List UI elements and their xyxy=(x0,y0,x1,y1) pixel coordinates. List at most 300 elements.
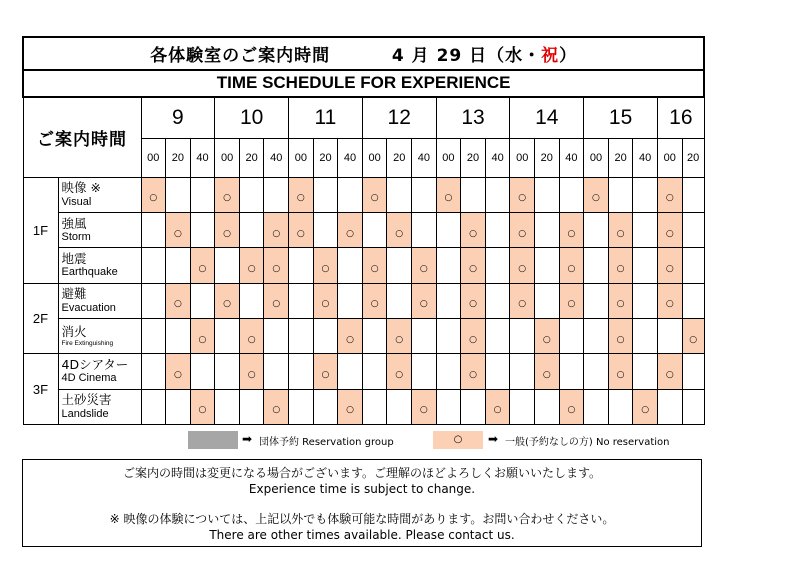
slot-empty xyxy=(657,389,682,424)
slot-empty xyxy=(166,177,191,212)
hour-header: 10 xyxy=(215,97,289,139)
available-mark: ○ xyxy=(346,334,354,345)
slot-available xyxy=(657,248,682,283)
slot-available xyxy=(338,389,363,424)
available-mark: ○ xyxy=(419,299,428,310)
schedule-row xyxy=(23,177,704,212)
available-mark: ○ xyxy=(469,228,477,239)
schedule-row xyxy=(23,389,704,424)
slot-available xyxy=(338,319,363,354)
hour-header: 15 xyxy=(584,97,658,139)
slot-empty xyxy=(387,177,412,212)
slot-empty xyxy=(313,213,338,248)
available-mark: ○ xyxy=(542,369,551,380)
slot-available xyxy=(485,389,510,424)
slot-empty xyxy=(412,213,437,248)
slot-available xyxy=(436,177,461,212)
slot-available xyxy=(289,177,314,212)
slot-empty xyxy=(535,389,560,424)
minute-header: 00 xyxy=(436,139,461,177)
slot-empty xyxy=(387,248,412,283)
slot-available xyxy=(387,319,412,354)
slot-empty xyxy=(510,354,535,389)
note-line-2: Experience time is subject to change. xyxy=(248,482,476,496)
minute-header: 40 xyxy=(559,139,584,177)
slot-empty xyxy=(141,248,166,283)
minute-header: 20 xyxy=(535,139,560,177)
slot-empty xyxy=(289,319,314,354)
slot-empty xyxy=(682,248,704,283)
slot-empty xyxy=(535,177,560,212)
slot-available xyxy=(559,213,584,248)
slot-available xyxy=(682,319,704,354)
available-mark: ○ xyxy=(469,299,477,310)
slot-empty xyxy=(436,283,461,318)
available-mark: ○ xyxy=(616,299,625,310)
slot-available xyxy=(166,213,191,248)
slot-empty xyxy=(657,319,682,354)
experience-name-en: 4D Cinema xyxy=(61,372,117,385)
schedule-row xyxy=(23,354,704,389)
available-mark: ○ xyxy=(518,299,527,310)
slot-empty xyxy=(313,389,338,424)
slot-empty xyxy=(338,354,363,389)
slot-empty xyxy=(313,319,338,354)
slot-available xyxy=(584,177,609,212)
available-mark: ○ xyxy=(567,299,576,310)
slot-empty xyxy=(633,248,658,283)
slot-empty xyxy=(412,319,437,354)
available-mark: ○ xyxy=(272,405,281,416)
experience-name-en: Earthquake xyxy=(61,266,118,279)
minute-header: 40 xyxy=(485,139,510,177)
minute-header: 20 xyxy=(608,139,633,177)
slot-empty xyxy=(485,354,510,389)
legend-general-arrow-icon: ➡ xyxy=(488,432,499,446)
slot-empty xyxy=(682,283,704,318)
slot-empty xyxy=(264,319,289,354)
slot-empty xyxy=(166,319,191,354)
slot-empty xyxy=(190,177,215,212)
available-mark: ○ xyxy=(567,405,576,416)
available-mark: ○ xyxy=(616,334,625,345)
available-mark: ○ xyxy=(223,228,231,239)
slot-empty xyxy=(289,389,314,424)
hour-header: 12 xyxy=(362,97,436,139)
slot-available xyxy=(141,177,166,212)
minute-header: 40 xyxy=(264,139,289,177)
available-mark: ○ xyxy=(567,228,576,239)
slot-empty xyxy=(215,389,240,424)
slot-empty xyxy=(584,354,609,389)
slot-empty xyxy=(239,389,264,424)
available-mark: ○ xyxy=(469,264,477,275)
slot-available xyxy=(461,319,486,354)
legend-group-label: 団体予約 Reservation group xyxy=(259,437,394,448)
notes-box xyxy=(22,459,702,547)
hour-header: 11 xyxy=(289,97,363,139)
available-mark: ○ xyxy=(321,369,330,380)
slot-empty xyxy=(362,354,387,389)
minute-header: 20 xyxy=(313,139,338,177)
slot-empty xyxy=(461,177,486,212)
slot-empty xyxy=(215,319,240,354)
available-mark: ○ xyxy=(272,228,281,239)
available-mark: ○ xyxy=(444,193,453,204)
available-mark: ○ xyxy=(173,299,182,310)
available-mark: ○ xyxy=(395,334,404,345)
experience-name-en: Evacuation xyxy=(61,301,116,314)
slot-available xyxy=(510,248,535,283)
minute-header: 20 xyxy=(461,139,486,177)
available-mark: ○ xyxy=(272,299,281,310)
slot-available xyxy=(608,248,633,283)
minute-header: 20 xyxy=(239,139,264,177)
slot-available xyxy=(264,248,289,283)
minute-header: 00 xyxy=(289,139,314,177)
experience-name xyxy=(58,177,141,212)
slot-empty xyxy=(633,213,658,248)
minute-header: 40 xyxy=(633,139,658,177)
available-mark: ○ xyxy=(616,369,625,380)
slot-empty xyxy=(190,213,215,248)
slot-available xyxy=(215,283,240,318)
available-mark: ○ xyxy=(247,264,256,275)
note-line-3: ※ 映像の体験については、上記以外でも体験可能な時間があります。お問い合わせください。 xyxy=(109,512,615,526)
experience-name xyxy=(58,283,141,318)
slot-empty xyxy=(485,319,510,354)
slot-available xyxy=(215,213,240,248)
available-mark: ○ xyxy=(567,264,576,275)
slot-empty xyxy=(387,389,412,424)
slot-empty xyxy=(362,319,387,354)
slot-available xyxy=(412,248,437,283)
slot-empty xyxy=(412,354,437,389)
slot-available xyxy=(608,319,633,354)
legend-general-swatch xyxy=(433,431,483,449)
available-mark: ○ xyxy=(198,264,207,275)
experience-name-en: Landslide xyxy=(61,407,109,420)
available-mark: ○ xyxy=(592,193,600,204)
slot-available xyxy=(215,177,240,212)
slot-empty xyxy=(485,177,510,212)
experience-name xyxy=(58,354,141,389)
slot-empty xyxy=(436,213,461,248)
slot-empty xyxy=(338,248,363,283)
available-mark: ○ xyxy=(247,369,256,380)
slot-empty xyxy=(535,248,560,283)
available-mark: ○ xyxy=(518,228,527,239)
available-mark: ○ xyxy=(542,334,551,345)
slot-available xyxy=(264,283,289,318)
slot-empty xyxy=(338,283,363,318)
available-mark: ○ xyxy=(665,299,674,310)
slot-available xyxy=(362,283,387,318)
legend-general-label: 一般(予約なしの方) No reservation xyxy=(505,437,670,448)
minute-header: 20 xyxy=(682,139,704,177)
available-mark: ○ xyxy=(223,299,231,310)
experience-name xyxy=(58,213,141,248)
schedule-subtitle: TIME SCHEDULE FOR EXPERIENCE xyxy=(23,70,704,96)
slot-empty xyxy=(461,389,486,424)
available-mark: ○ xyxy=(469,369,477,380)
schedule-row xyxy=(23,248,704,283)
slot-empty xyxy=(190,283,215,318)
slot-available xyxy=(362,248,387,283)
slot-empty xyxy=(362,213,387,248)
slot-empty xyxy=(313,177,338,212)
slot-empty xyxy=(215,354,240,389)
slot-empty xyxy=(535,283,560,318)
slot-empty xyxy=(166,389,191,424)
slot-empty xyxy=(682,389,704,424)
available-mark: ○ xyxy=(665,193,674,204)
slot-empty xyxy=(633,319,658,354)
slot-empty xyxy=(141,319,166,354)
experience-name xyxy=(58,319,141,354)
note-line-1: ご案内の時間は変更になる場合がございます。ご理解のほどよろしくお願いいたします。 xyxy=(122,466,602,480)
slot-available xyxy=(535,354,560,389)
title-close: ） xyxy=(559,46,578,67)
available-mark: ○ xyxy=(198,405,207,416)
available-mark: ○ xyxy=(296,228,305,239)
available-mark: ○ xyxy=(641,405,650,416)
minute-header: 00 xyxy=(215,139,240,177)
minute-header: 00 xyxy=(510,139,535,177)
available-mark: ○ xyxy=(370,264,379,275)
available-mark: ○ xyxy=(689,334,698,345)
legend-group-arrow-icon: ➡ xyxy=(242,432,253,446)
slot-empty xyxy=(215,248,240,283)
slot-empty xyxy=(264,177,289,212)
minute-header: 40 xyxy=(338,139,363,177)
slot-available xyxy=(264,213,289,248)
experience-name-ja: 避難 xyxy=(61,286,87,302)
slot-available xyxy=(559,283,584,318)
available-mark: ○ xyxy=(198,334,207,345)
note-line-4: There are other times available. Please contact us. xyxy=(209,528,515,542)
slot-empty xyxy=(608,177,633,212)
slot-empty xyxy=(510,319,535,354)
minute-header: 00 xyxy=(657,139,682,177)
available-mark: ○ xyxy=(665,228,674,239)
schedule-row xyxy=(23,283,704,318)
slot-available xyxy=(608,354,633,389)
slot-empty xyxy=(633,283,658,318)
slot-available xyxy=(608,283,633,318)
minute-header: 40 xyxy=(412,139,437,177)
slot-empty xyxy=(141,213,166,248)
available-mark: ○ xyxy=(272,264,281,275)
slot-empty xyxy=(264,354,289,389)
available-mark: ○ xyxy=(616,228,625,239)
experience-name-ja: 強風 xyxy=(61,215,87,231)
experience-name-en: Storm xyxy=(61,231,91,244)
available-mark: ○ xyxy=(173,228,182,239)
minute-header: 00 xyxy=(584,139,609,177)
minute-header: 40 xyxy=(190,139,215,177)
available-mark: ○ xyxy=(395,369,404,380)
slot-empty xyxy=(485,248,510,283)
slot-available xyxy=(338,213,363,248)
slot-empty xyxy=(559,319,584,354)
slot-available xyxy=(239,354,264,389)
schedule-title xyxy=(23,37,704,70)
slot-available xyxy=(190,389,215,424)
slot-available xyxy=(166,283,191,318)
slot-available xyxy=(461,283,486,318)
slot-available xyxy=(461,248,486,283)
slot-empty xyxy=(141,283,166,318)
minute-header: 20 xyxy=(387,139,412,177)
available-mark: ○ xyxy=(370,193,379,204)
slot-empty xyxy=(584,248,609,283)
minute-header: 20 xyxy=(166,139,191,177)
floor-label: 1F xyxy=(23,177,58,283)
slot-empty xyxy=(387,283,412,318)
slot-empty xyxy=(485,213,510,248)
slot-available xyxy=(289,213,314,248)
available-mark: ○ xyxy=(321,299,330,310)
experience-name-ja: 4Dシアター xyxy=(61,356,129,372)
experience-name-ja: 土砂災害 xyxy=(61,392,112,408)
slot-empty xyxy=(682,354,704,389)
floor-label: 3F xyxy=(23,354,58,425)
experience-name-en: Fire Extinguishing xyxy=(61,339,114,347)
hour-header: 16 xyxy=(657,97,704,139)
slot-empty xyxy=(436,354,461,389)
slot-empty xyxy=(436,319,461,354)
available-mark: ○ xyxy=(223,193,231,204)
slot-empty xyxy=(436,248,461,283)
experience-name xyxy=(58,389,141,424)
slot-available xyxy=(313,248,338,283)
available-mark: ○ xyxy=(665,369,674,380)
slot-empty xyxy=(633,354,658,389)
slot-empty xyxy=(412,177,437,212)
slot-available xyxy=(633,389,658,424)
slot-available xyxy=(657,213,682,248)
slot-available xyxy=(313,354,338,389)
available-mark: ○ xyxy=(518,193,527,204)
slot-available xyxy=(657,283,682,318)
available-mark: ○ xyxy=(346,228,354,239)
available-mark: ○ xyxy=(665,264,674,275)
slot-available xyxy=(239,248,264,283)
legend-general-mark: ○ xyxy=(453,434,463,445)
slot-empty xyxy=(682,213,704,248)
slot-empty xyxy=(633,177,658,212)
available-mark: ○ xyxy=(395,228,404,239)
hour-header: 9 xyxy=(141,97,215,139)
slot-empty xyxy=(584,389,609,424)
available-mark: ○ xyxy=(518,264,527,275)
experience-name-en: Visual xyxy=(61,195,92,208)
slot-available xyxy=(313,283,338,318)
slot-available xyxy=(559,248,584,283)
available-mark: ○ xyxy=(493,405,502,416)
schedule-row xyxy=(23,319,704,354)
schedule-row xyxy=(23,213,704,248)
slot-available xyxy=(387,354,412,389)
available-mark: ○ xyxy=(616,264,625,275)
slot-empty xyxy=(485,283,510,318)
slot-empty xyxy=(584,213,609,248)
available-mark: ○ xyxy=(173,369,182,380)
slot-empty xyxy=(239,283,264,318)
slot-empty xyxy=(584,319,609,354)
available-mark: ○ xyxy=(247,334,256,345)
slot-empty xyxy=(239,213,264,248)
slot-available xyxy=(461,354,486,389)
slot-available xyxy=(166,354,191,389)
available-mark: ○ xyxy=(321,264,330,275)
slot-available xyxy=(510,283,535,318)
legend-group-swatch xyxy=(188,431,238,449)
title-date: 4 月 29 日（水・ xyxy=(391,46,542,67)
experience-name xyxy=(58,248,141,283)
experience-name-ja: 地震 xyxy=(61,251,87,267)
minute-header: 00 xyxy=(141,139,166,177)
available-mark: ○ xyxy=(149,193,158,204)
slot-empty xyxy=(559,177,584,212)
slot-available xyxy=(559,389,584,424)
slot-empty xyxy=(608,389,633,424)
slot-empty xyxy=(289,283,314,318)
hour-header: 14 xyxy=(510,97,584,139)
slot-empty xyxy=(289,354,314,389)
slot-empty xyxy=(584,283,609,318)
slot-empty xyxy=(141,389,166,424)
title-text: 各体験室のご案内時間 xyxy=(150,46,331,67)
slot-empty xyxy=(510,389,535,424)
experience-name-ja: 消火 xyxy=(61,324,87,340)
slot-available xyxy=(510,177,535,212)
slot-available xyxy=(608,213,633,248)
slot-available xyxy=(190,248,215,283)
floor-label: 2F xyxy=(23,283,58,354)
available-mark: ○ xyxy=(296,193,305,204)
slot-available xyxy=(264,389,289,424)
slot-available xyxy=(657,177,682,212)
slot-available xyxy=(362,177,387,212)
slot-available xyxy=(657,354,682,389)
available-mark: ○ xyxy=(419,264,428,275)
slot-available xyxy=(461,213,486,248)
slot-available xyxy=(387,213,412,248)
slot-empty xyxy=(535,213,560,248)
experience-name-ja: 映像 ※ xyxy=(61,180,101,196)
slot-empty xyxy=(362,389,387,424)
available-mark: ○ xyxy=(469,334,477,345)
hour-header: 13 xyxy=(436,97,510,139)
slot-empty xyxy=(141,354,166,389)
slot-empty xyxy=(682,177,704,212)
available-mark: ○ xyxy=(419,405,428,416)
slot-available xyxy=(412,389,437,424)
slot-empty xyxy=(338,177,363,212)
slot-empty xyxy=(190,354,215,389)
slot-available xyxy=(535,319,560,354)
schedule-table xyxy=(22,36,705,425)
title-holiday: 祝 xyxy=(541,46,560,67)
slot-available xyxy=(239,319,264,354)
slot-available xyxy=(412,283,437,318)
slot-available xyxy=(510,213,535,248)
slot-empty xyxy=(559,354,584,389)
slot-empty xyxy=(166,248,191,283)
guide-time-label: ご案内時間 xyxy=(23,97,141,178)
